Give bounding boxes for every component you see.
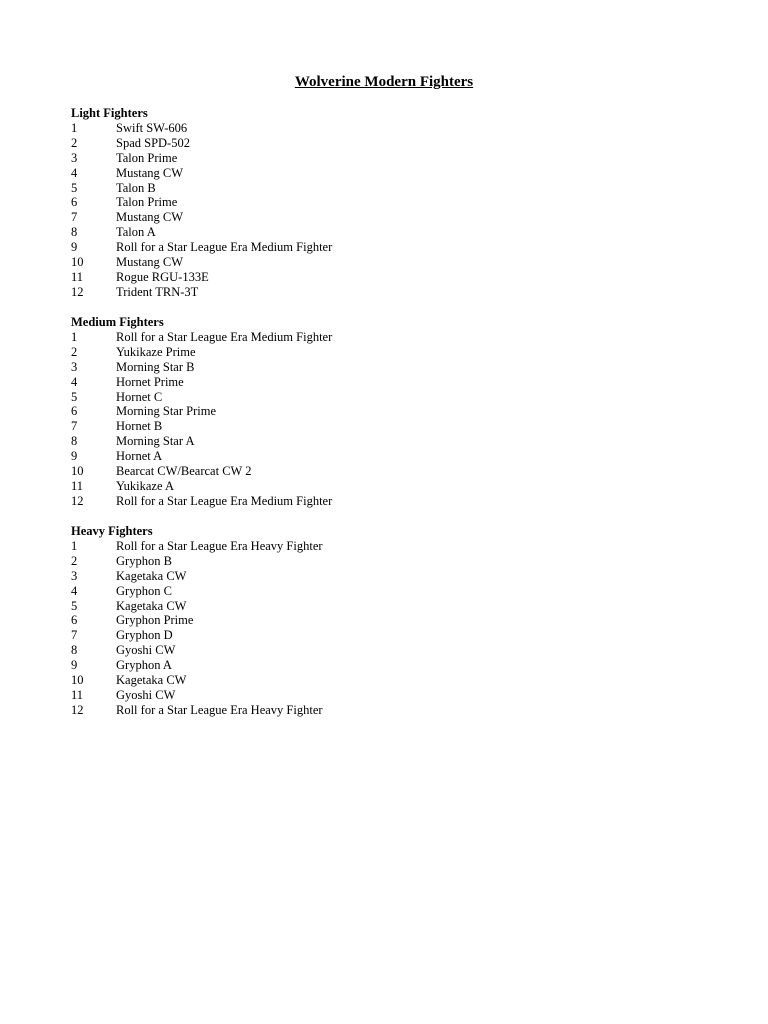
table-row (71, 345, 471, 360)
fighter-name: Hornet A (116, 449, 163, 464)
fighter-name: Talon B (116, 180, 156, 195)
fighter-name: Talon A (116, 225, 156, 240)
section-heavy-fighters (71, 524, 471, 718)
roll-number: 11 (71, 269, 84, 284)
roll-number: 8 (71, 434, 78, 449)
fighter-name: Talon Prime (116, 150, 178, 165)
roll-number: 11 (71, 687, 84, 702)
table-row (71, 121, 471, 136)
fighter-name: Roll for a Star League Era Medium Fighter (116, 240, 333, 255)
roll-number: 12 (71, 284, 84, 299)
fighter-name: Bearcat CW/Bearcat CW 2 (116, 464, 252, 479)
table-row (71, 658, 471, 673)
roll-number: 1 (71, 121, 78, 135)
section-medium-fighters (71, 315, 471, 509)
roll-number: 6 (71, 195, 78, 210)
fighter-name: Kagetaka CW (116, 673, 187, 688)
roll-number: 5 (71, 598, 78, 613)
table-row (71, 434, 471, 449)
table-row (71, 285, 471, 300)
table-row (71, 479, 471, 494)
table-row (71, 688, 471, 703)
section-light-fighters (71, 106, 471, 300)
roll-number: 4 (71, 374, 78, 389)
fighter-name: Gryphon B (116, 553, 172, 568)
roll-number: 9 (71, 240, 78, 255)
fighter-name: Rogue RGU-133E (116, 269, 209, 284)
fighter-name: Gryphon C (116, 583, 172, 598)
fighter-name: Yukikaze Prime (116, 344, 196, 359)
entry-list (71, 330, 471, 509)
roll-number: 10 (71, 255, 84, 270)
document-title: Wolverine Modern Fighters (294, 74, 474, 90)
roll-number: 3 (71, 359, 78, 374)
roll-number: 8 (71, 643, 78, 658)
table-row (71, 390, 471, 405)
table-row (71, 464, 471, 479)
roll-number: 6 (71, 613, 78, 628)
fighter-name: Morning Star A (116, 434, 195, 449)
roll-number: 11 (71, 478, 84, 493)
table-row (71, 166, 471, 181)
fighter-name: Roll for a Star League Era Medium Fighter (116, 493, 333, 508)
fighter-name: Gyoshi CW (116, 687, 176, 702)
table-row (71, 569, 471, 584)
roll-number: 4 (71, 165, 78, 180)
fighter-name: Roll for a Star League Era Heavy Fighter (116, 702, 323, 717)
section-heading: Heavy Fighters (71, 524, 153, 538)
roll-number: 2 (71, 344, 78, 359)
table-row (71, 181, 471, 196)
table-row (71, 419, 471, 434)
roll-number: 1 (71, 330, 78, 344)
roll-number: 3 (71, 150, 78, 165)
table-row (71, 703, 471, 718)
roll-number: 10 (71, 673, 84, 688)
fighter-name: Gyoshi CW (116, 643, 176, 658)
table-row (71, 360, 471, 375)
entry-list (71, 539, 471, 718)
fighter-name: Morning Star B (116, 359, 195, 374)
roll-number: 7 (71, 210, 78, 225)
fighter-name: Mustang CW (116, 255, 184, 270)
fighter-name: Mustang CW (116, 165, 184, 180)
table-row (71, 643, 471, 658)
roll-number: 5 (71, 180, 78, 195)
roll-number: 10 (71, 464, 84, 479)
table-row (71, 449, 471, 464)
roll-number: 12 (71, 493, 84, 508)
roll-number: 7 (71, 628, 78, 643)
fighter-name: Hornet C (116, 389, 163, 404)
fighter-name: Morning Star Prime (116, 404, 216, 419)
fighter-name: Spad SPD-502 (116, 135, 190, 150)
fighter-name: Trident TRN-3T (116, 284, 199, 299)
table-row (71, 613, 471, 628)
table-row (71, 404, 471, 419)
table-row (71, 270, 471, 285)
table-row (71, 136, 471, 151)
roll-number: 5 (71, 389, 78, 404)
table-row (71, 375, 471, 390)
table-row (71, 539, 471, 554)
table-row (71, 225, 471, 240)
roll-number: 9 (71, 449, 78, 464)
table-row (71, 494, 471, 509)
table-row (71, 240, 471, 255)
roll-number: 2 (71, 135, 78, 150)
table-row (71, 599, 471, 614)
fighter-name: Hornet Prime (116, 374, 184, 389)
table-row (71, 628, 471, 643)
roll-number: 6 (71, 404, 78, 419)
roll-number: 7 (71, 419, 78, 434)
table-row (71, 195, 471, 210)
table-row (71, 584, 471, 599)
section-heading: Light Fighters (71, 106, 148, 120)
roll-number: 2 (71, 553, 78, 568)
roll-number: 9 (71, 658, 78, 673)
roll-number: 12 (71, 702, 84, 717)
roll-number: 8 (71, 225, 78, 240)
roll-number: 4 (71, 583, 78, 598)
roll-number: 1 (71, 539, 78, 553)
fighter-name: Hornet B (116, 419, 163, 434)
table-row (71, 255, 471, 270)
fighter-name: Gryphon Prime (116, 613, 194, 628)
table-row (71, 151, 471, 166)
fighter-name: Mustang CW (116, 210, 184, 225)
fighter-name: Roll for a Star League Era Medium Fighter (116, 330, 333, 344)
table-row (71, 673, 471, 688)
entry-list (71, 121, 471, 300)
table-row (71, 210, 471, 225)
fighter-name: Talon Prime (116, 195, 178, 210)
table-row (71, 330, 471, 345)
fighter-name: Gryphon D (116, 628, 173, 643)
fighter-name: Kagetaka CW (116, 598, 187, 613)
roll-number: 3 (71, 568, 78, 583)
fighter-name: Gryphon A (116, 658, 172, 673)
fighter-name: Yukikaze A (116, 478, 174, 493)
section-heading: Medium Fighters (71, 315, 164, 329)
fighter-name: Roll for a Star League Era Heavy Fighter (116, 539, 323, 553)
fighter-name: Kagetaka CW (116, 568, 187, 583)
table-row (71, 554, 471, 569)
fighter-name: Swift SW-606 (116, 121, 188, 135)
